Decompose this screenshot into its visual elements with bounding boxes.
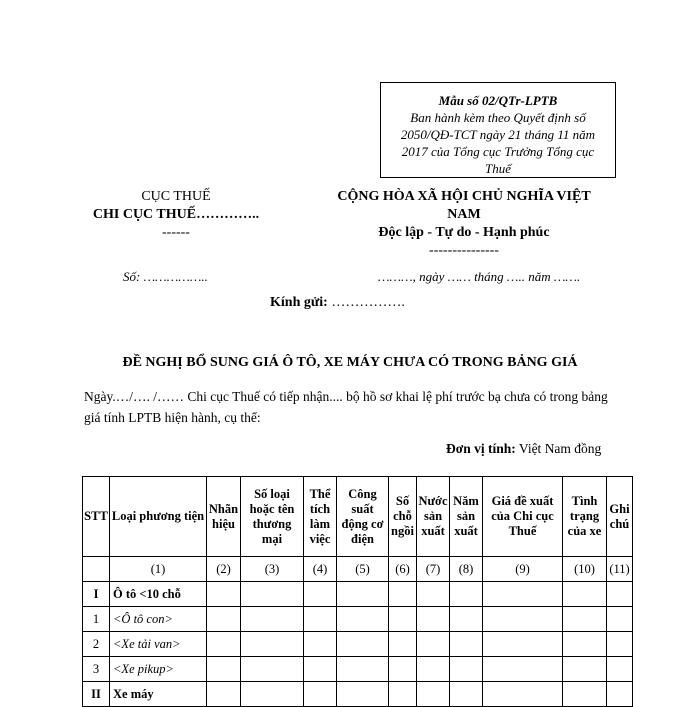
currency-unit-value: Việt Nam đồng xyxy=(515,441,602,456)
table-row xyxy=(83,632,633,657)
header-brand: Nhãn hiệu xyxy=(207,477,241,557)
row-stt: I xyxy=(83,582,110,607)
table-column-number-row xyxy=(83,557,633,582)
column-number: (10) xyxy=(563,557,607,582)
national-divider: --------------- xyxy=(429,243,499,258)
table-row xyxy=(83,657,633,682)
table-row xyxy=(83,582,633,607)
column-number: (6) xyxy=(389,557,417,582)
column-number: (2) xyxy=(207,557,241,582)
national-motto: Độc lập - Tự do - Hạnh phúc xyxy=(378,225,550,240)
row-vehicle-type: <Xe pikup> xyxy=(110,657,207,682)
intro-paragraph: Ngày.…/…. /…… Chi cục Thuế có tiếp nhận.... bộ hồ sơ khai lệ phí trước bạ chưa có trong bảng giá tính LPTB hiện hành, cụ thể: xyxy=(84,389,608,425)
column-number: (3) xyxy=(241,557,304,582)
header-country: Nước sản xuất xyxy=(417,477,450,557)
document-title: ĐỀ NGHỊ BỔ SUNG GIÁ Ô TÔ, XE MÁY CHƯA CÓ TRONG BẢNG GIÁ xyxy=(122,355,578,370)
recipient-label: Kính gửi: xyxy=(270,295,328,310)
national-title-line-2: NAM xyxy=(447,207,481,222)
header-year: Năm sản xuất xyxy=(450,477,483,557)
row-vehicle-type: Ô tô <10 chỗ xyxy=(110,582,207,607)
row-stt: 3 xyxy=(83,657,110,682)
national-title-line-1: CỘNG HÒA XÃ HỘI CHỦ NGHĨA VIỆT xyxy=(337,189,591,204)
issuer-header xyxy=(70,188,282,242)
row-stt: 1 xyxy=(83,607,110,632)
form-ref-line-3: 2017 của Tổng cục Trưởng Tổng cục xyxy=(401,144,595,159)
currency-unit-label: Đơn vị tính: xyxy=(446,441,516,456)
header-vehicle-type: Loại phương tiện xyxy=(110,477,207,557)
issuer-divider: ------ xyxy=(162,225,190,240)
form-ref-line-1: Ban hành kèm theo Quyết định số xyxy=(410,110,586,125)
column-number: (8) xyxy=(450,557,483,582)
recipient-line xyxy=(270,295,405,311)
issuer-department: CỤC THUẾ xyxy=(141,189,211,204)
row-vehicle-type: <Xe tải van> xyxy=(110,632,207,657)
document-number: Số: …………….. xyxy=(123,269,208,284)
table-row xyxy=(83,682,633,707)
column-number: (5) xyxy=(337,557,389,582)
row-stt: 2 xyxy=(83,632,110,657)
header-stt: STT xyxy=(83,477,110,557)
document-date: ………, ngày …… tháng ….. năm ……. xyxy=(378,269,581,284)
row-stt: II xyxy=(83,682,110,707)
form-ref-line-2: 2050/QĐ-TCT ngày 21 tháng 11 năm xyxy=(400,127,596,142)
header-condition: Tình trạng của xe xyxy=(563,477,607,557)
header-proposed-price: Giá đề xuất của Chi cục Thuế xyxy=(483,477,563,557)
column-number: (11) xyxy=(607,557,633,582)
form-code: Mẫu số 02/QTr-LPTB xyxy=(438,93,558,108)
column-number: (1) xyxy=(110,557,207,582)
header-model: Số loại hoặc tên thương mại xyxy=(241,477,304,557)
recipient-value: ……………. xyxy=(327,295,405,310)
row-vehicle-type: Xe máy xyxy=(110,682,207,707)
column-number: (7) xyxy=(417,557,450,582)
column-number: (9) xyxy=(483,557,563,582)
header-displacement: Thể tích làm việc xyxy=(304,477,337,557)
header-seats: Số chỗ ngồi xyxy=(389,477,417,557)
column-number xyxy=(83,557,110,582)
column-number: (4) xyxy=(304,557,337,582)
currency-unit xyxy=(446,441,601,457)
form-code-box xyxy=(380,82,616,178)
header-note: Ghi chú xyxy=(607,477,633,557)
price-proposal-table xyxy=(82,476,633,707)
row-vehicle-type: <Ô tô con> xyxy=(110,607,207,632)
issuer-sub-department: CHI CỤC THUẾ………….. xyxy=(92,207,260,222)
form-ref-line-4: Thuế xyxy=(485,161,511,176)
table-row xyxy=(83,607,633,632)
national-header xyxy=(322,188,606,260)
table-header-row xyxy=(83,477,633,557)
header-motor-power: Công suất động cơ điện xyxy=(337,477,389,557)
